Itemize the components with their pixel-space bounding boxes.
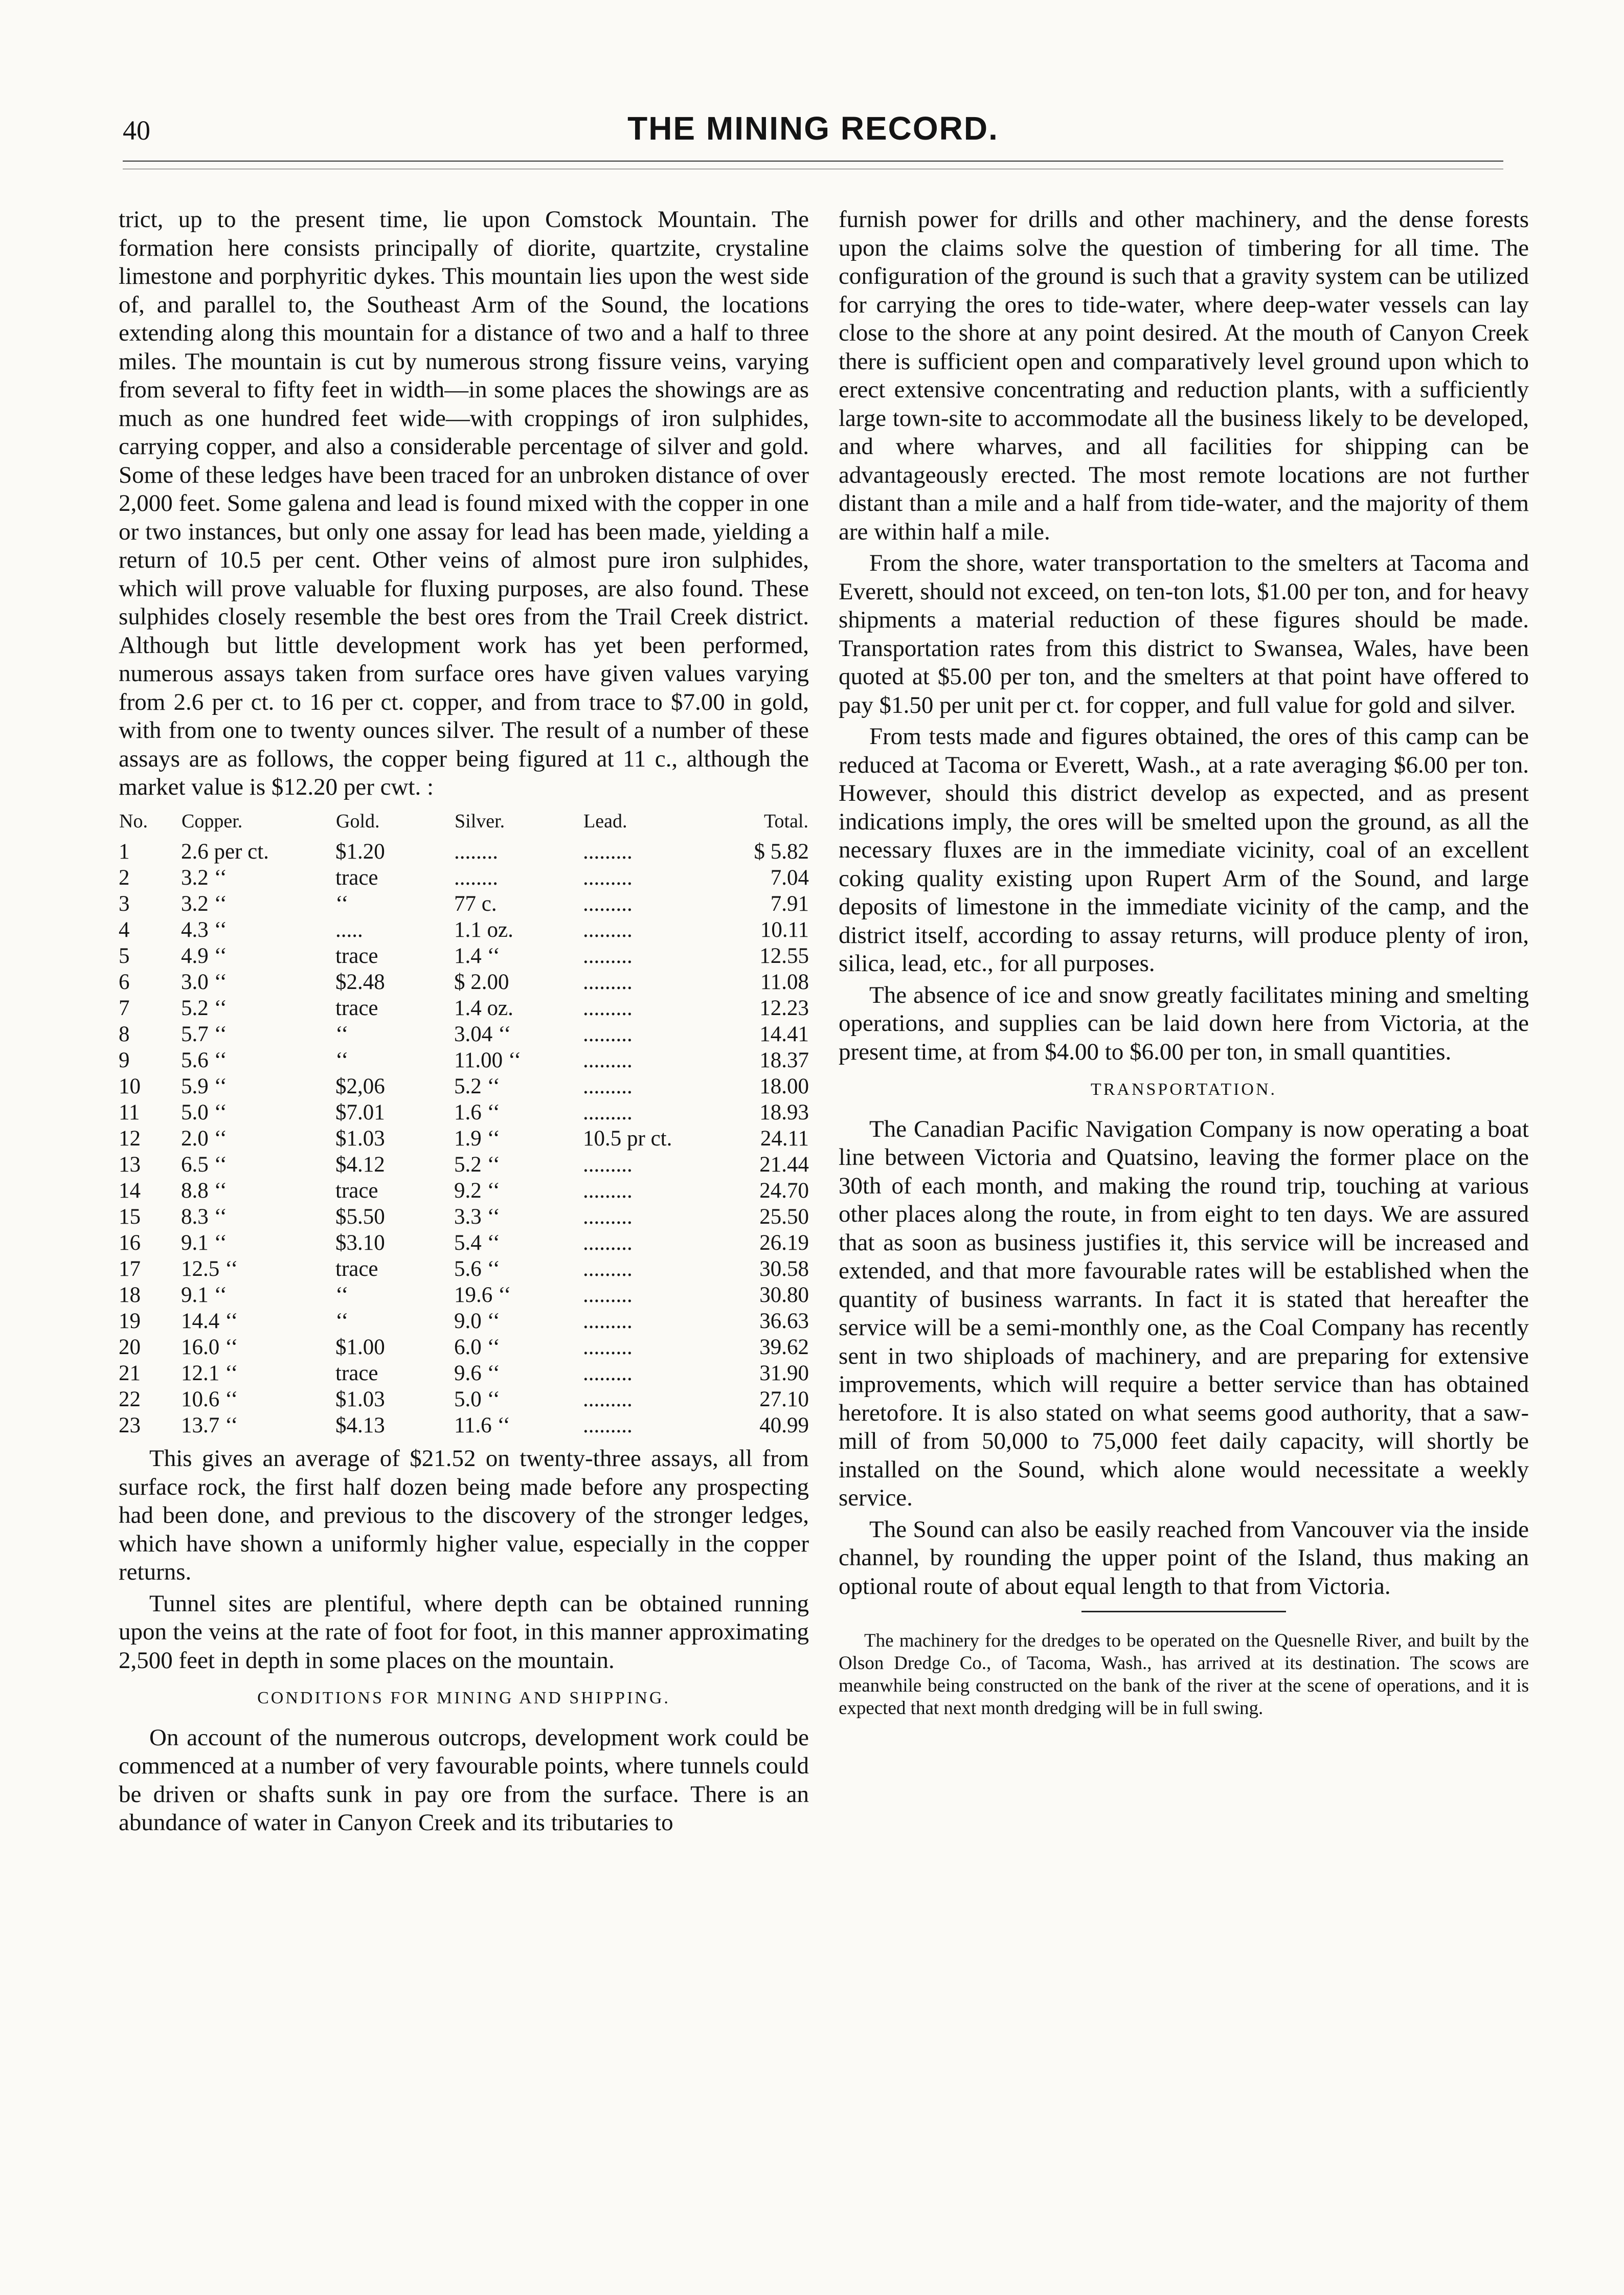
- column-header-no: No.: [119, 810, 148, 832]
- table-row: [119, 891, 809, 917]
- cell-silver: 9.0 ‘‘: [454, 1309, 500, 1333]
- cell-silver: 5.4 ‘‘: [454, 1231, 500, 1255]
- cell-no: 15: [119, 1205, 141, 1229]
- cell-lead: .........: [583, 944, 633, 968]
- cell-gold: $2.48: [335, 970, 385, 994]
- cell-total: 31.90: [759, 1361, 809, 1385]
- table-row: [119, 1178, 809, 1204]
- cell-lead: .........: [583, 840, 633, 864]
- cell-gold: trace: [335, 1361, 378, 1385]
- cell-gold: trace: [335, 1257, 378, 1281]
- cell-gold: $4.13: [335, 1413, 385, 1437]
- cell-total: 18.37: [759, 1048, 809, 1072]
- cell-silver: 19.6 ‘‘: [454, 1283, 511, 1307]
- cell-silver: 5.2 ‘‘: [454, 1074, 500, 1098]
- assay-table-body: [119, 839, 809, 1438]
- cell-no: 10: [119, 1074, 141, 1098]
- cell-silver: 9.2 ‘‘: [454, 1179, 500, 1203]
- cell-no: 1: [119, 840, 130, 864]
- table-row: [119, 865, 809, 891]
- cell-gold: $5.50: [335, 1205, 385, 1229]
- cell-no: 18: [119, 1283, 141, 1307]
- cell-silver: $ 2.00: [454, 970, 509, 994]
- column-header-lead: Lead.: [583, 810, 627, 832]
- cell-gold: $3.10: [335, 1231, 385, 1255]
- column-header-copper: Copper.: [182, 810, 243, 832]
- cell-total: 11.08: [760, 970, 809, 994]
- cell-total: 10.11: [760, 918, 809, 942]
- cell-gold: trace: [335, 944, 378, 968]
- cell-no: 7: [119, 996, 130, 1020]
- cell-copper: 5.0 ‘‘: [181, 1100, 227, 1124]
- cell-copper: 9.1 ‘‘: [181, 1231, 227, 1255]
- table-row: [119, 1230, 809, 1256]
- table-row: [119, 1360, 809, 1386]
- cell-total: 40.99: [759, 1413, 809, 1437]
- table-row: [119, 1047, 809, 1073]
- table-row: [119, 1282, 809, 1308]
- cell-lead: .........: [583, 1387, 633, 1411]
- note-divider: [1081, 1611, 1286, 1612]
- cell-no: 8: [119, 1022, 130, 1046]
- cell-gold: trace: [335, 996, 378, 1020]
- cell-no: 23: [119, 1413, 141, 1437]
- paragraph: From tests made and figures obtained, the ores of this camp can be reduced at Tacoma or Everett, Wash., at a rate averaging $6.00 per ton. However, should this district develop as expected, and as present indications imply, the ores will be smelted upon the ground, as all the necessary fluxes are in the immediate vicinity, coal of an excellent coking quality existing upon Rupert Arm of the Sound, and large deposits of limestone in the immediate vicinity of the camp, and the district itself, according to assay returns, will produce plenty of iron, silica, lead, etc., for all purposes.: [839, 723, 1529, 977]
- page-header: [123, 109, 1503, 155]
- cell-no: 13: [119, 1153, 141, 1177]
- cell-gold: $1.03: [335, 1127, 385, 1151]
- cell-lead: .........: [583, 1153, 633, 1177]
- journal-title: THE MINING RECORD.: [627, 110, 999, 147]
- table-row: [119, 969, 809, 995]
- cell-gold: trace: [335, 866, 378, 890]
- table-row: [119, 1152, 809, 1178]
- cell-copper: 3.2 ‘‘: [181, 892, 227, 916]
- cell-total: 39.62: [759, 1335, 809, 1359]
- cell-silver: 11.6 ‘‘: [454, 1413, 510, 1437]
- cell-no: 6: [119, 970, 130, 994]
- cell-copper: 4.3 ‘‘: [181, 918, 227, 942]
- table-row: [119, 1256, 809, 1282]
- section-heading: TRANSPORTATION.: [1090, 1080, 1277, 1099]
- cell-no: 11: [119, 1100, 140, 1124]
- cell-gold: $4.12: [335, 1153, 385, 1177]
- cell-no: 9: [119, 1048, 130, 1072]
- table-row: [119, 995, 809, 1021]
- column-header-silver: Silver.: [455, 810, 505, 832]
- cell-lead: .........: [583, 1205, 633, 1229]
- cell-copper: 10.6 ‘‘: [181, 1387, 238, 1411]
- cell-total: 30.80: [759, 1283, 809, 1307]
- cell-total: 25.50: [759, 1205, 809, 1229]
- table-row: [119, 917, 809, 943]
- cell-copper: 12.5 ‘‘: [181, 1257, 238, 1281]
- paragraph: On account of the numerous outcrops, development work could be commenced at a number of very favourable points, where tunnels could be driven or shafts sunk in pay ore from the surface. There is an abundance of water in Canyon Creek and its tributaries to: [119, 1724, 809, 1836]
- cell-lead: .........: [583, 1257, 633, 1281]
- cell-gold: ‘‘: [335, 1309, 349, 1333]
- paragraph: The absence of ice and snow greatly facilitates mining and smelting operations, and supplies can be laid down here from Victoria, at the present time, at from $4.00 to $6.00 per ton, in small quantities.: [839, 981, 1529, 1065]
- cell-no: 16: [119, 1231, 141, 1255]
- table-row: [119, 1412, 809, 1438]
- column-header-gold: Gold.: [336, 810, 380, 832]
- cell-gold: $1.20: [335, 840, 385, 864]
- cell-no: 20: [119, 1335, 141, 1359]
- cell-silver: 1.4 oz.: [454, 996, 513, 1020]
- cell-silver: 3.3 ‘‘: [454, 1205, 500, 1229]
- cell-lead: .........: [583, 1413, 633, 1437]
- cell-lead: .........: [583, 1283, 633, 1307]
- cell-gold: ‘‘: [335, 892, 349, 916]
- cell-no: 5: [119, 944, 130, 968]
- cell-total: 21.44: [759, 1153, 809, 1177]
- cell-copper: 4.9 ‘‘: [181, 944, 227, 968]
- cell-no: 2: [119, 866, 130, 890]
- cell-no: 22: [119, 1387, 141, 1411]
- cell-total: 26.19: [759, 1231, 809, 1255]
- table-row: [119, 839, 809, 865]
- cell-total: 7.04: [770, 866, 809, 890]
- cell-lead: .........: [583, 918, 633, 942]
- paragraph: trict, up to the present time, lie upon Comstock Mountain. The formation here consists principally of diorite, quartzite, crystaline limestone and porphyritic dykes. This mountain lies upon the west side of, and parallel to, the Southeast Arm of the Sound, the locations extending along this mountain for a distance of two and a half to three miles. The mountain is cut by numerous strong fissure veins, varying from several to fifty feet in width—in some places the showings are as much as one hundred feet wide—with croppings of iron sulphides, carrying copper, and also a considerable percentage of silver and gold. Some of these ledges have been traced for an unbroken distance of over 2,000 feet. Some galena and lead is found mixed with the copper in one or two instances, but only one assay for lead has been made, yielding a return of 10.5 per cent. Other veins of almost pure iron sulphides, which will prove valuable for fluxing purposes, are also found. These sulphides closely resemble the best ores from the Trail Creek district. Although but little development work has yet been performed, numerous assays taken from surface ores have given values varying from 2.6 per ct. to 16 per ct. copper, and from trace to $7.00 in gold, with from one to twenty ounces silver. The result of a number of these assays are as follows, the copper being figured at 11 c., although the market value is $12.20 per cwt. :: [119, 206, 809, 800]
- paragraph: furnish power for drills and other machinery, and the dense forests upon the claims solve the question of timbering for all time. The configuration of the ground is such that a gravity system can be utilized for carrying the ores to tide-water, where deep-water vessels can lay close to the shore at any point desired. At the mouth of Canyon Creek there is sufficient open and comparatively level ground upon which to erect extensive concentrating and reduction plants, with a sufficiently large town-site to accommodate all the business likely to be developed, and where wharves, and all facilities for shipping can be advantageously erected. The most remote locations are not further distant than a mile and a half from tide-water, and the majority of them are within half a mile.: [839, 206, 1529, 545]
- cell-gold: $7.01: [335, 1100, 385, 1124]
- cell-total: 24.70: [759, 1179, 809, 1203]
- cell-gold: ‘‘: [335, 1048, 349, 1072]
- cell-silver: 1.6 ‘‘: [454, 1100, 500, 1124]
- table-row: [119, 1021, 809, 1047]
- table-row: [119, 1099, 809, 1126]
- cell-silver: 6.0 ‘‘: [454, 1335, 500, 1359]
- cell-copper: 8.3 ‘‘: [181, 1205, 227, 1229]
- cell-silver: 5.6 ‘‘: [454, 1257, 500, 1281]
- cell-total: 27.10: [759, 1387, 809, 1411]
- cell-lead: .........: [583, 1309, 633, 1333]
- cell-copper: 5.7 ‘‘: [181, 1022, 227, 1046]
- page-number: 40: [123, 115, 150, 146]
- cell-no: 21: [119, 1361, 141, 1385]
- cell-lead: .........: [583, 1361, 633, 1385]
- cell-no: 3: [119, 892, 130, 916]
- cell-silver: 5.2 ‘‘: [454, 1153, 500, 1177]
- cell-lead: 10.5 pr ct.: [583, 1127, 672, 1151]
- cell-copper: 3.0 ‘‘: [181, 970, 227, 994]
- cell-no: 19: [119, 1309, 141, 1333]
- right-column: [839, 206, 1529, 1720]
- cell-no: 17: [119, 1257, 141, 1281]
- cell-lead: .........: [583, 1022, 633, 1046]
- cell-no: 14: [119, 1179, 141, 1203]
- cell-gold: $2,06: [335, 1074, 385, 1098]
- table-row: [119, 1334, 809, 1360]
- cell-silver: 1.9 ‘‘: [454, 1127, 500, 1151]
- cell-lead: .........: [583, 892, 633, 916]
- cell-total: 18.00: [759, 1074, 809, 1098]
- cell-silver: ........: [454, 866, 498, 890]
- cell-lead: .........: [583, 1048, 633, 1072]
- cell-total: 12.23: [759, 996, 809, 1020]
- cell-lead: .........: [583, 1100, 633, 1124]
- cell-gold: ‘‘: [335, 1022, 349, 1046]
- cell-lead: .........: [583, 1179, 633, 1203]
- cell-total: 12.55: [759, 944, 809, 968]
- table-row: [119, 1308, 809, 1334]
- assay-table-header: [119, 807, 809, 839]
- left-column: [119, 206, 809, 1840]
- cell-gold: $1.00: [335, 1335, 385, 1359]
- cell-gold: .....: [335, 918, 363, 942]
- cell-silver: 5.0 ‘‘: [454, 1387, 500, 1411]
- cell-gold: trace: [335, 1179, 378, 1203]
- cell-silver: 3.04 ‘‘: [454, 1022, 511, 1046]
- cell-lead: .........: [583, 866, 633, 890]
- cell-silver: 77 c.: [454, 892, 497, 916]
- table-row: [119, 1073, 809, 1099]
- cell-copper: 8.8 ‘‘: [181, 1179, 227, 1203]
- paragraph: The Canadian Pacific Navigation Company is now operating a boat line between Victoria and Quatsino, leaving the former place on the 30th of each month, and making the round trip, touching at various other places along the route, in from eight to ten days. We are assured that as soon as business justifies it, this service will be increased and extended, and that more favourable rates will be established when the quantity of business warrants. In fact it is stated that hereafter the service will be a semi-monthly one, as the Coal Company has recently sent in two shiploads of machinery, and are preparing for extensive improvements, which will require a better service than has obtained heretofore. It is also stated on what seems good authority, that a saw-mill of from 50,000 to 75,000 feet daily capacity, will shortly be installed on the Sound, which alone would necessitate a weekly service.: [839, 1115, 1529, 1511]
- cell-lead: .........: [583, 1335, 633, 1359]
- cell-copper: 6.5 ‘‘: [181, 1153, 227, 1177]
- cell-copper: 9.1 ‘‘: [181, 1283, 227, 1307]
- column-header-total: Total.: [763, 810, 808, 832]
- cell-copper: 14.4 ‘‘: [181, 1309, 238, 1333]
- cell-total: 7.91: [770, 892, 809, 916]
- cell-silver: 9.6 ‘‘: [454, 1361, 500, 1385]
- cell-gold: $1.03: [335, 1387, 385, 1411]
- cell-total: 24.11: [760, 1127, 809, 1151]
- paragraph: The Sound can also be easily reached from Vancouver via the inside channel, by rounding the upper point of the Island, thus making an optional route of about equal length to that from Victoria.: [839, 1516, 1529, 1600]
- cell-copper: 16.0 ‘‘: [181, 1335, 238, 1359]
- cell-copper: 3.2 ‘‘: [181, 866, 227, 890]
- table-row: [119, 1126, 809, 1152]
- paragraph: This gives an average of $21.52 on twenty-three assays, all from surface rock, the first half dozen being made before any prospecting had been done, and previous to the discovery of the stronger ledges, which have shown a uniformly higher value, especially in the copper returns.: [119, 1445, 809, 1585]
- cell-silver: ........: [454, 840, 498, 864]
- table-row: [119, 943, 809, 969]
- cell-copper: 13.7 ‘‘: [181, 1413, 238, 1437]
- cell-copper: 5.9 ‘‘: [181, 1074, 227, 1098]
- cell-copper: 5.6 ‘‘: [181, 1048, 227, 1072]
- assay-table: [119, 807, 809, 1439]
- cell-lead: .........: [583, 1074, 633, 1098]
- cell-total: $ 5.82: [754, 840, 809, 864]
- paragraph: From the shore, water transportation to the smelters at Tacoma and Everett, should not exceed, on ten-ton lots, $1.00 per ton, and for heavy shipments a material reduction of these figures should be made. Transportation rates from this district to Swansea, Wales, have been quoted at $5.00 per ton, and the smelters at that point have offered to pay $1.50 per unit per ct. for copper, and full value for gold and silver.: [839, 550, 1529, 718]
- cell-no: 4: [119, 918, 130, 942]
- cell-lead: .........: [583, 996, 633, 1020]
- cell-silver: 1.4 ‘‘: [454, 944, 500, 968]
- cell-copper: 2.6 per ct.: [181, 840, 269, 864]
- paragraph: Tunnel sites are plentiful, where depth can be obtained running upon the veins at the rate of foot for foot, in this manner approximating 2,500 feet in depth in some places on the mountain.: [119, 1590, 809, 1674]
- cell-lead: .........: [583, 1231, 633, 1255]
- cell-lead: .........: [583, 970, 633, 994]
- cell-total: 30.58: [759, 1257, 809, 1281]
- cell-total: 36.63: [759, 1309, 809, 1333]
- cell-gold: ‘‘: [335, 1283, 349, 1307]
- cell-silver: 1.1 oz.: [454, 918, 513, 942]
- cell-copper: 12.1 ‘‘: [181, 1361, 238, 1385]
- footnote: The machinery for the dredges to be operated on the Quesnelle River, and built by the Olson Dredge Co., of Tacoma, Wash., has arrived at its destination. The scows are meanwhile being constructed on the bank of the river at the scene of operations, and it is expected that next month dredging will be in full swing.: [839, 1630, 1529, 1719]
- table-row: [119, 1386, 809, 1412]
- cell-total: 18.93: [759, 1100, 809, 1124]
- cell-copper: 5.2 ‘‘: [181, 996, 227, 1020]
- cell-total: 14.41: [759, 1022, 809, 1046]
- cell-copper: 2.0 ‘‘: [181, 1127, 227, 1151]
- cell-no: 12: [119, 1127, 141, 1151]
- cell-silver: 11.00 ‘‘: [454, 1048, 522, 1072]
- section-heading: CONDITIONS FOR MINING AND SHIPPING.: [257, 1689, 670, 1707]
- header-rule: [123, 161, 1503, 162]
- table-row: [119, 1204, 809, 1230]
